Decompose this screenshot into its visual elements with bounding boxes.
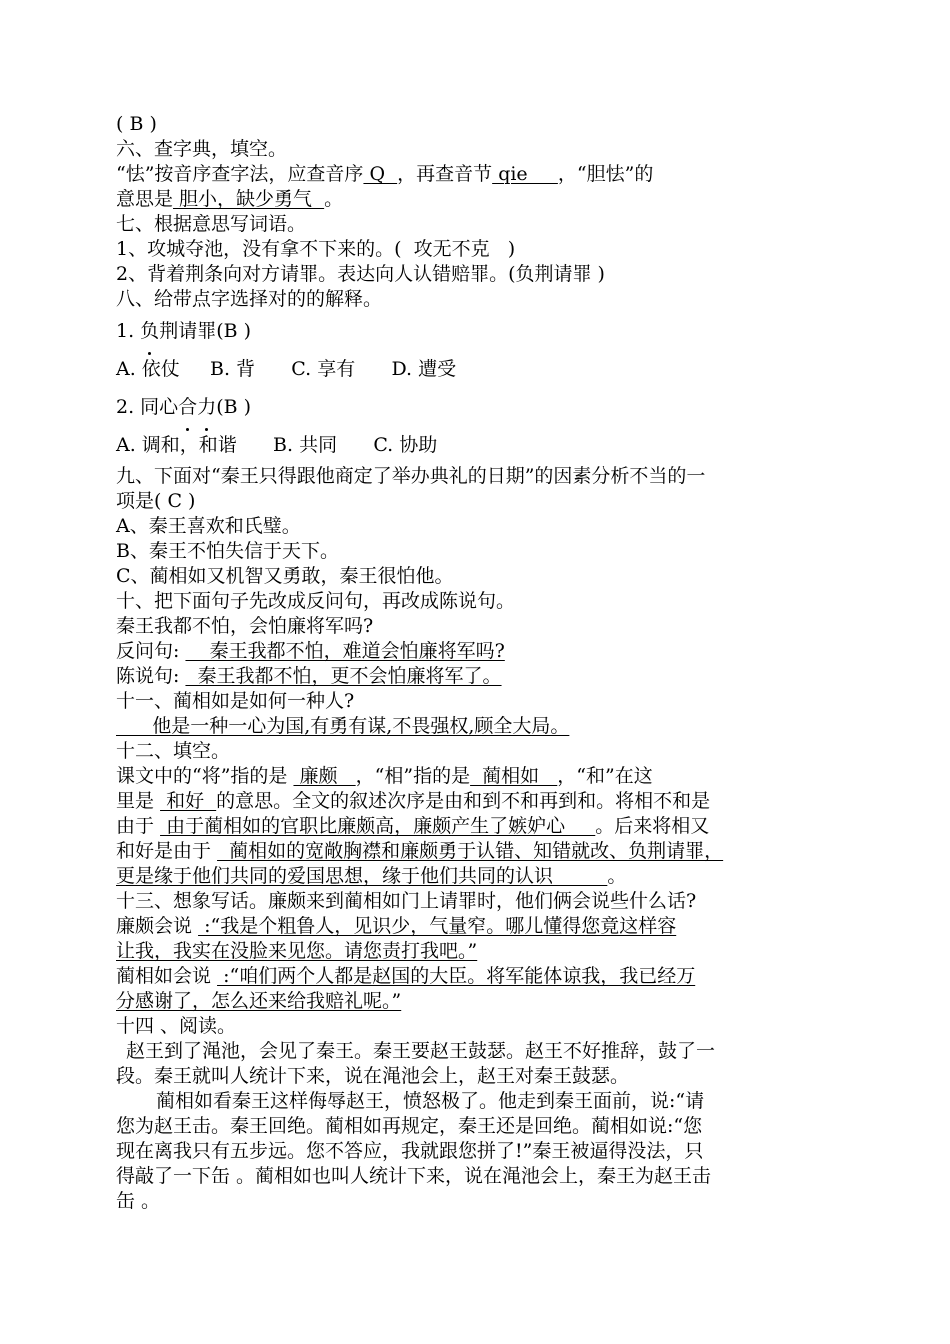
section-6-line-2 bbox=[116, 187, 846, 212]
text: ，“相”指的是 bbox=[355, 765, 471, 787]
text: (B ) bbox=[216, 396, 252, 418]
section-12-line-4 bbox=[116, 839, 846, 864]
answer-blank: 蔺相如 bbox=[470, 765, 558, 787]
section-9-title: 九、下面对“秦王只得跟他商定了举办典礼的日期”的因素分析不当的一 bbox=[116, 465, 706, 487]
answer-prev: ( B ) bbox=[116, 113, 157, 135]
section-7-q2: 2、背着荆条向对方请罪。表达向人认错赔罪。(负荆请罪 ) bbox=[116, 263, 605, 285]
section-11-answer bbox=[116, 714, 846, 739]
answer-blank: 他是一种一心为国,有勇有谋,不畏强权,顾全大局。 bbox=[116, 715, 570, 737]
reading-para-1: 赵王到了渑池，会见了秦王。秦王要赵王鼓瑟。赵王不好推辞，鼓了一 bbox=[126, 1040, 716, 1062]
section-7-title: 七、根据意思写词语。 bbox=[116, 213, 307, 235]
section-9-option-a: A、秦王喜欢和氏璧。 bbox=[116, 515, 301, 537]
reading-para-2: 蔺相如看秦王这样侮辱赵王，愤怒极了。他走到秦王面前，说:“请 bbox=[156, 1090, 705, 1112]
text: 。 bbox=[607, 865, 627, 887]
section-11-title: 十一、蔺相如是如何一种人? bbox=[116, 690, 355, 712]
section-13-lianpo bbox=[116, 914, 846, 939]
answer-blank: 秦王我都不怕，更不会怕廉将军了。 bbox=[185, 665, 502, 687]
section-8-q1 bbox=[116, 312, 846, 350]
dotted-char: 负 bbox=[140, 312, 159, 350]
section-14-title: 十四 、阅读。 bbox=[116, 1015, 237, 1037]
text: 。 bbox=[324, 188, 344, 210]
text: 和好是由于 bbox=[116, 840, 218, 862]
section-13-lin bbox=[116, 964, 846, 989]
answer-blank: 蔺相如的宽敞胸襟和廉颇勇于认错、知错就改、负荆请罪， bbox=[217, 840, 724, 862]
answer-blank: 和好 bbox=[160, 790, 217, 812]
text: 1. bbox=[116, 320, 141, 342]
text: “怯”按音序查字法，应查音序 bbox=[116, 163, 364, 185]
section-12-line-2 bbox=[116, 789, 846, 814]
section-13-lianpo-cont bbox=[116, 939, 846, 964]
text: 。后来将相又 bbox=[595, 815, 710, 837]
section-13-lin-cont bbox=[116, 989, 846, 1014]
text: 荆请罪(B ) bbox=[159, 320, 252, 342]
section-12-line-1 bbox=[116, 764, 846, 789]
text: 的意思。全文的叙述次序是由和到不和再到和。将相不和是 bbox=[216, 790, 711, 812]
text: ，再查音节 bbox=[397, 163, 493, 185]
section-6-line-1 bbox=[116, 162, 846, 187]
answer-blank: :“咱们两个人都是赵国的大臣。将军能体谅我，我已经万 bbox=[217, 965, 696, 987]
section-7-q1: 1、攻城夺池，没有拿不下来的。( 攻无不克 ) bbox=[116, 238, 516, 260]
section-12-title: 十二、填空。 bbox=[116, 740, 231, 762]
text: 里是 bbox=[116, 790, 161, 812]
text: ，“和”在这 bbox=[557, 765, 653, 787]
section-6-title: 六、查字典，填空。 bbox=[116, 138, 288, 160]
answer-blank: 由于蔺相如的官职比廉颇高，廉颇产生了嫉妒心 bbox=[160, 815, 596, 837]
section-9-option-b: B、秦王不怕失信于天下。 bbox=[116, 540, 339, 562]
answer-blank: :“我是个粗鲁人，见识少，气量窄。哪儿懂得您竟这样容 bbox=[198, 915, 677, 937]
text: 廉颇会说 bbox=[116, 915, 199, 937]
section-10-sentence: 秦王我都不怕，会怕廉将军吗? bbox=[116, 615, 374, 637]
reading-para-2-end: 缶 。 bbox=[116, 1190, 161, 1212]
reading-para-2-cont: 现在离我只有五步远。您不答应，我就跟您拼了!”秦王被逼得没法，只 bbox=[116, 1140, 704, 1162]
worksheet bbox=[116, 112, 846, 1214]
text: 陈说句: bbox=[116, 665, 186, 687]
answer-blank: 分感谢了，怎么还来给我赔礼呢。” bbox=[116, 990, 402, 1012]
section-8-q1-options: A. 依仗 B. 背 C. 享有 D. 遭受 bbox=[116, 358, 457, 380]
section-8-q2-options: A. 调和，和谐 B. 共同 C. 协助 bbox=[116, 434, 438, 456]
answer-blank: 胆小，缺少勇气 bbox=[173, 188, 325, 210]
reading-para-2-cont: 您为赵王击。秦王回绝。蔺相如再规定，秦王还是回绝。蔺相如说:“您 bbox=[116, 1115, 703, 1137]
text: 课文中的“将”指的是 bbox=[116, 765, 294, 787]
section-9-title-cont: 项是( C ) bbox=[116, 490, 196, 512]
dotted-char: 合 bbox=[178, 388, 197, 426]
text: 由于 bbox=[116, 815, 161, 837]
text: 意思是 bbox=[116, 188, 174, 210]
text: 2. 同心 bbox=[116, 396, 179, 418]
answer-blank: 廉颇 bbox=[293, 765, 356, 787]
section-12-line-3 bbox=[116, 814, 846, 839]
section-8-q2 bbox=[116, 388, 846, 426]
section-12-line-5 bbox=[116, 864, 846, 889]
answer-blank: 秦王我都不怕，难道会怕廉将军吗? bbox=[185, 640, 505, 662]
reading-para-2-cont: 得敲了一下缶 。蔺相如也叫人统计下来，说在渑池会上，秦王为赵王击 bbox=[116, 1165, 712, 1187]
section-8-title: 八、给带点字选择对的的解释。 bbox=[116, 288, 383, 310]
text: ，“胆怯”的 bbox=[557, 163, 654, 185]
answer-blank: Q bbox=[363, 163, 398, 185]
section-10-declarative bbox=[116, 664, 846, 689]
answer-blank: qie bbox=[492, 163, 558, 185]
section-13-title: 十三、想象写话。廉颇来到蔺相如门上请罪时，他们俩会说些什么话? bbox=[116, 890, 697, 912]
answer-blank: 更是缘于他们共同的爱国思想，缘于他们共同的认识 bbox=[116, 865, 608, 887]
text: 蔺相如会说 bbox=[116, 965, 218, 987]
reading-para-1-cont: 段。秦王就叫人统计下来，说在渑池会上，赵王对秦王鼓瑟。 bbox=[116, 1065, 630, 1087]
section-10-title: 十、把下面句子先改成反问句，再改成陈说句。 bbox=[116, 590, 516, 612]
answer-blank: 让我，我实在没脸来见您。请您责打我吧。” bbox=[116, 940, 478, 962]
section-9-option-c: C、蔺相如又机智又勇敢，秦王很怕他。 bbox=[116, 565, 454, 587]
text: 反问句: bbox=[116, 640, 186, 662]
section-10-rhetorical bbox=[116, 639, 846, 664]
dotted-char: 力 bbox=[197, 388, 216, 426]
